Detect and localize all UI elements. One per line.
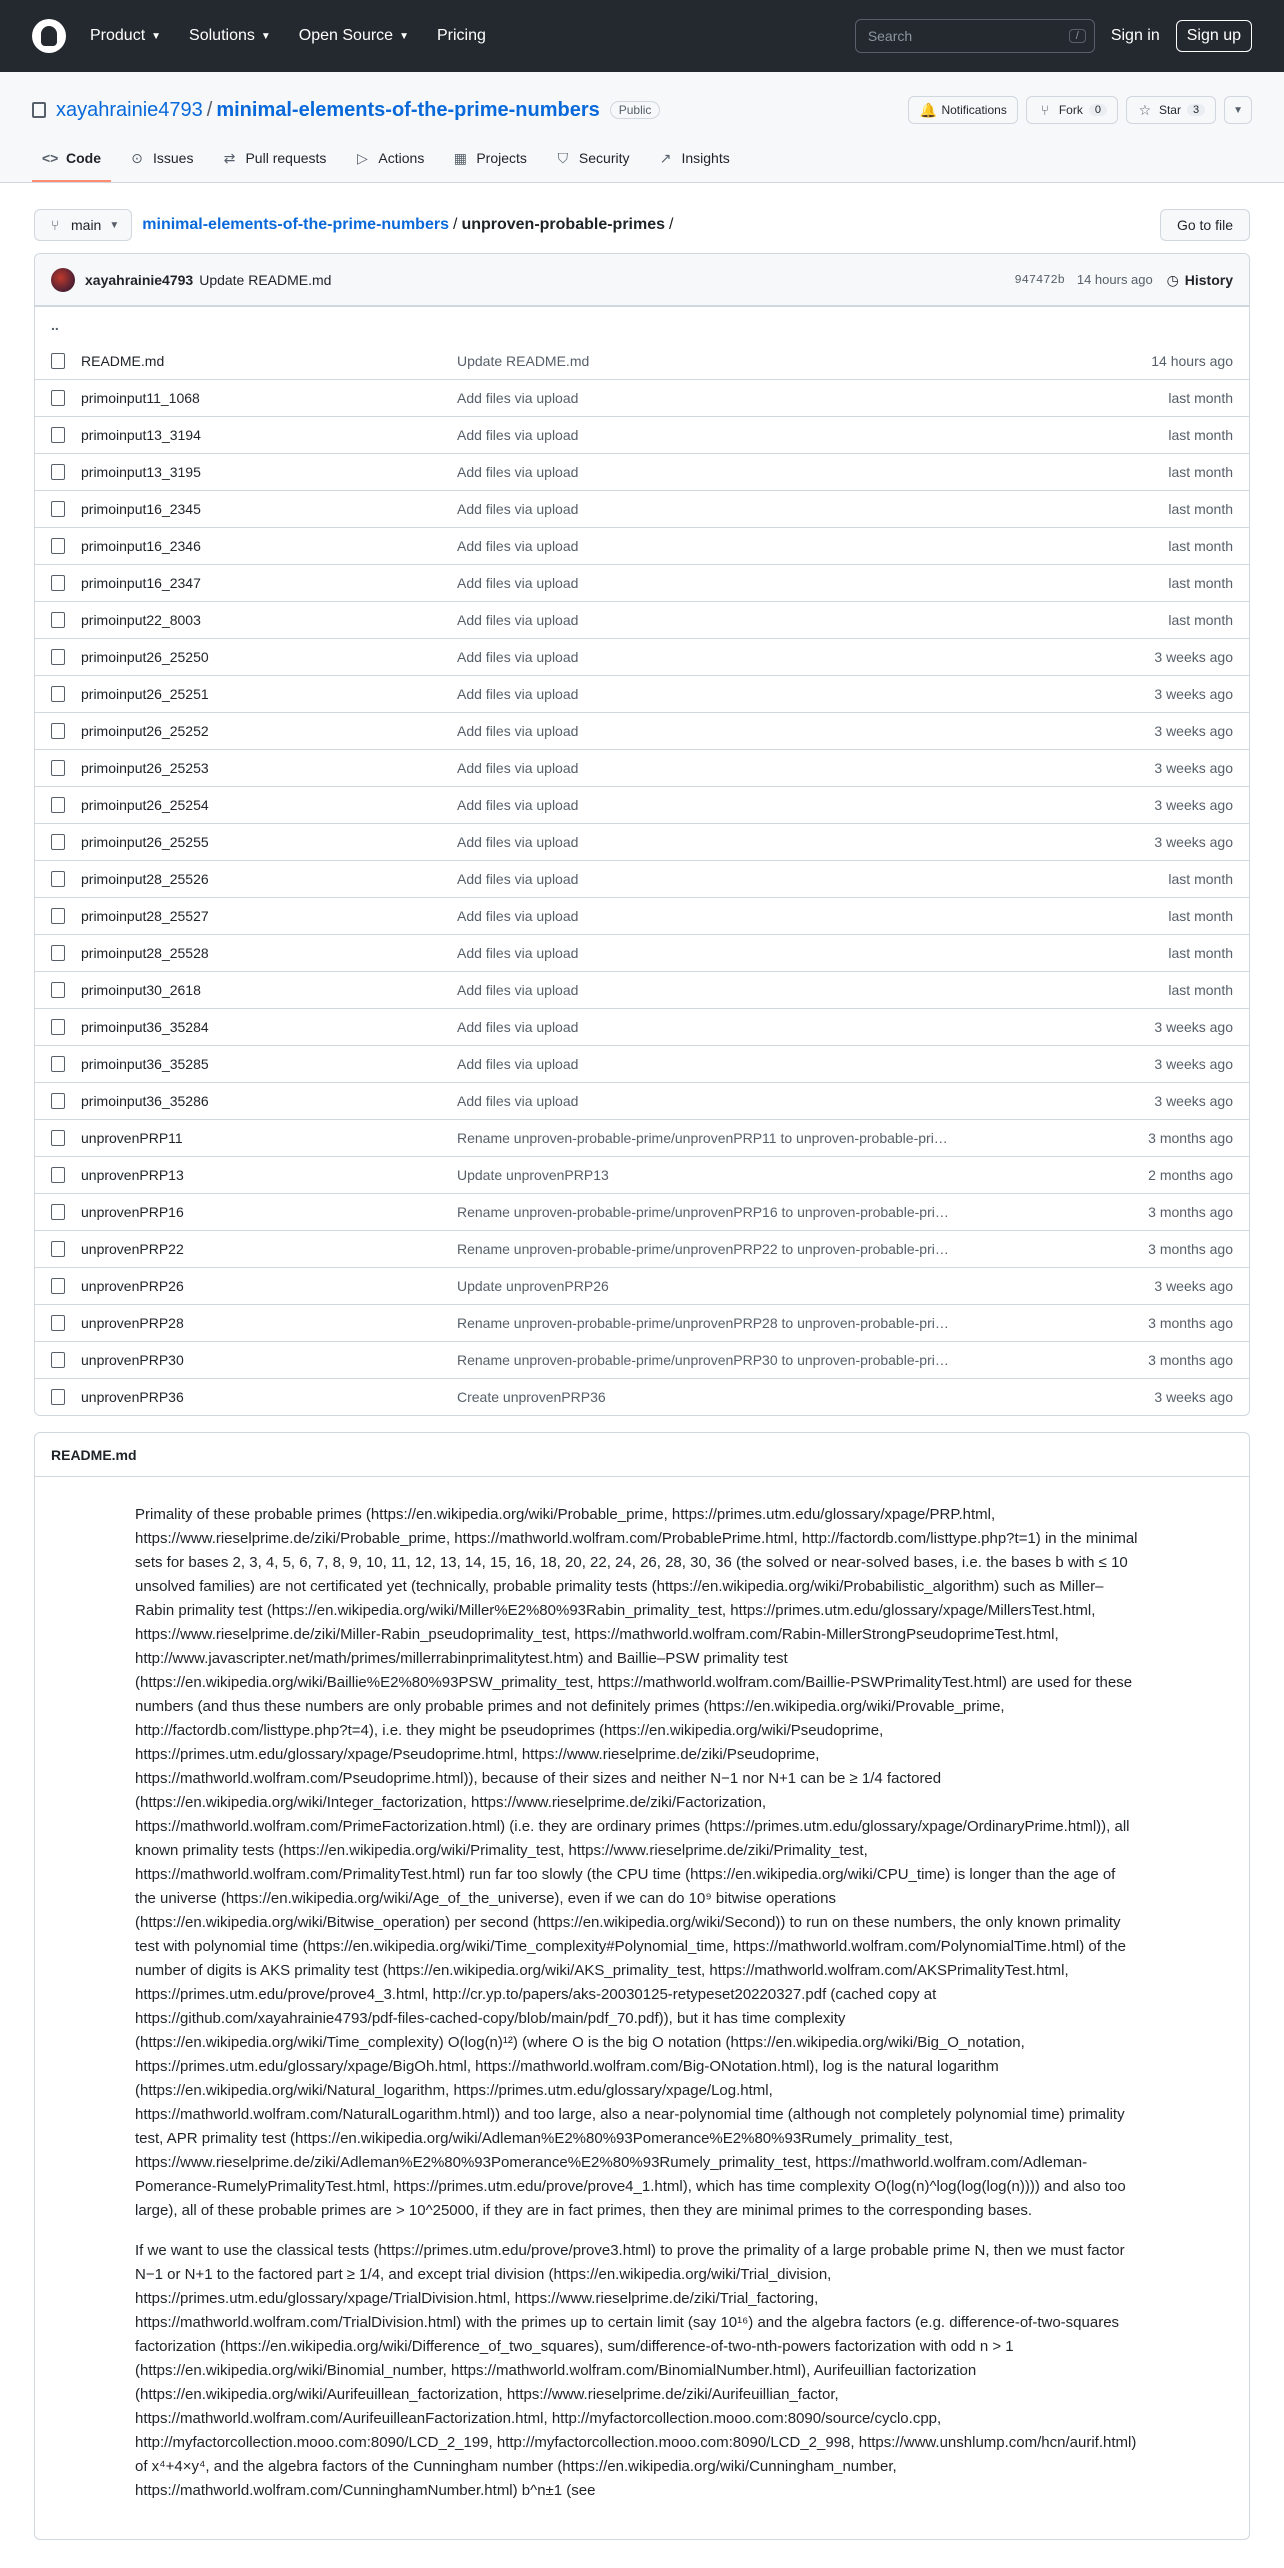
table-row[interactable] xyxy=(35,1230,1249,1267)
file-commit-time: 3 months ago xyxy=(1148,1315,1233,1331)
parent-directory-row[interactable] xyxy=(35,306,1249,342)
file-commit-message-link[interactable]: Create unprovenPRP36 xyxy=(457,1389,606,1405)
file-name-link[interactable]: unprovenPRP13 xyxy=(81,1167,184,1183)
file-name-link[interactable]: primoinput13_3194 xyxy=(81,427,201,443)
pull-request-icon: ⇄ xyxy=(223,150,236,166)
table-row[interactable] xyxy=(35,416,1249,453)
tab-insights[interactable] xyxy=(647,150,739,182)
commit-meta xyxy=(1014,272,1233,288)
breadcrumb-separator: / xyxy=(452,216,458,233)
table-row[interactable] xyxy=(35,1304,1249,1341)
file-icon xyxy=(51,538,65,554)
file-name-link[interactable]: primoinput28_25528 xyxy=(81,945,209,961)
visibility-badge: Public xyxy=(610,101,661,119)
file-commit-message-link[interactable]: Add files via upload xyxy=(457,686,579,702)
file-icon xyxy=(51,908,65,924)
shield-icon: ⛉ xyxy=(557,150,569,166)
file-commit-message-link[interactable]: Add files via upload xyxy=(457,575,579,591)
commit-sha-link[interactable]: 947472b xyxy=(1014,272,1065,287)
file-name-link[interactable]: primoinput30_2618 xyxy=(81,982,201,998)
chevron-down-icon: ▼ xyxy=(109,219,120,231)
table-row[interactable] xyxy=(35,786,1249,823)
global-header xyxy=(0,0,1284,72)
file-icon xyxy=(51,760,65,776)
nav-pricing[interactable] xyxy=(437,27,486,45)
file-commit-time: last month xyxy=(1168,538,1233,554)
file-icon xyxy=(51,871,65,887)
latest-commit-bar xyxy=(35,254,1249,306)
star-dropdown-button[interactable] xyxy=(1224,96,1252,124)
file-commit-message-link[interactable]: Rename unproven-probable-prime/unprovenPRP22 to unproven-probable-pri… xyxy=(457,1241,949,1257)
history-icon: ◷ xyxy=(1166,271,1179,288)
search-placeholder: Search xyxy=(867,28,913,44)
file-name-link[interactable]: primoinput36_35286 xyxy=(81,1093,209,1109)
readme-paragraph-2-text: If we want to use the classical tests (https://primes.utm.edu/prove/prove3.html) to prove the primality of a large probable prime N, then we must factor N−1 or N+1 to the factored part ≥ 1/4, and except trial division (https://en.wikipedia.org/wiki/Trial_division, https://primes.utm.edu/glossary/xpage/TrialDivision.html, https://www.rieselprime.de/ziki/Trial_factoring, https://mathworld.wolfram.com/TrialDivision.html) with the primes up to certain limit (say 10¹⁶) and the algebra factors (e.g. difference-of-two-squares factorization (https://en.wikipedia.org/wiki/Difference_of_two_squares), sum/difference-of-two-nth-powers factorization with odd n > 1 (https://en.wikipedia.org/wiki/Binomial_number, https://mathworld.wolfram.com/BinomialNumber.html), Aurifeuillian factorization (https://en.wikipedia.org/wiki/Aurifeuillean_factorization, https://www.rieselprime.de/ziki/Aurifeuillian_factor, https://mathworld.wolfram.com/AurifeuilleanFactorization.html, http://myfactorcollection.mooo.com:8090/source/cyclo.cpp, http://myfactorcollection.mooo.com:8090/LCD_2_199, http://myfactorcollection.mooo.com:8090/LCD_2_998, https://www.unshlump.com/hcn/aurif.html) of x⁴+4×y⁴, and the algebra factors of the Cunningham number (https://en.wikipedia.org/wiki/Cunningham_number, https://mathworld.wolfram.com/CunninghamNumber.html) b^n±1 (see xyxy=(135,2242,1137,2499)
global-nav xyxy=(90,27,486,45)
tab-code-label: Code xyxy=(66,150,101,166)
star-icon: ☆ xyxy=(1138,102,1152,118)
file-name-link[interactable]: primoinput22_8003 xyxy=(81,612,201,628)
breadcrumb-trailing-separator: / xyxy=(669,216,674,233)
tab-security-label: Security xyxy=(578,150,630,166)
file-commit-message-link[interactable]: Add files via upload xyxy=(457,834,579,850)
table-row[interactable] xyxy=(35,564,1249,601)
file-name-link[interactable]: primoinput28_25526 xyxy=(81,871,209,887)
file-commit-time: 14 hours ago xyxy=(1151,352,1233,369)
file-name-link[interactable]: unprovenPRP36 xyxy=(81,1389,184,1405)
tab-actions-label: Actions xyxy=(378,150,425,166)
file-name-link[interactable]: primoinput36_35284 xyxy=(81,1019,209,1035)
nav-solutions-label: Solutions xyxy=(189,27,255,44)
file-icon xyxy=(51,1352,65,1368)
file-icon xyxy=(51,1167,65,1183)
file-commit-time: 3 months ago xyxy=(1148,1130,1233,1146)
file-commit-time: last month xyxy=(1168,945,1233,961)
file-name-link[interactable]: primoinput16_2346 xyxy=(81,538,201,554)
file-commit-message-link[interactable]: Add files via upload xyxy=(457,1019,579,1035)
file-name-link[interactable]: unprovenPRP11 xyxy=(81,1130,183,1146)
history-label: History xyxy=(1184,271,1233,288)
table-row[interactable] xyxy=(35,379,1249,416)
file-name-link[interactable]: unprovenPRP16 xyxy=(81,1204,184,1220)
file-commit-time: 3 weeks ago xyxy=(1154,649,1233,665)
file-commit-message-link[interactable]: Rename unproven-probable-prime/unprovenPRP28 to unproven-probable-pri… xyxy=(457,1315,949,1331)
main-content xyxy=(0,183,1284,2564)
code-icon: <> xyxy=(42,150,59,166)
avatar[interactable] xyxy=(51,268,75,292)
file-commit-time: last month xyxy=(1168,612,1233,628)
fork-count: 0 xyxy=(1089,104,1107,116)
commit-time: 14 hours ago xyxy=(1076,272,1153,287)
file-icon xyxy=(51,1315,65,1331)
file-icon xyxy=(51,390,65,406)
fork-label: Fork xyxy=(1058,103,1083,117)
readme-panel xyxy=(34,1432,1250,2540)
file-commit-message-link[interactable]: Add files via upload xyxy=(457,982,579,998)
table-row[interactable] xyxy=(35,1193,1249,1230)
repo-owner-link[interactable]: xayahrainie4793 xyxy=(56,98,203,121)
table-row[interactable] xyxy=(35,1156,1249,1193)
tab-projects[interactable] xyxy=(442,150,537,182)
file-name-link[interactable]: unprovenPRP30 xyxy=(81,1352,184,1368)
file-name-link[interactable]: primoinput13_3195 xyxy=(81,464,201,480)
tab-code[interactable] xyxy=(32,150,111,182)
tab-pull-requests-label: Pull requests xyxy=(245,150,327,166)
file-icon xyxy=(51,1019,65,1035)
file-commit-time: 3 weeks ago xyxy=(1154,797,1233,813)
file-icon xyxy=(51,649,65,665)
branch-select-button[interactable] xyxy=(34,209,132,241)
file-name-link[interactable]: primoinput26_25254 xyxy=(81,797,209,813)
table-row[interactable] xyxy=(35,1341,1249,1378)
file-icon xyxy=(51,501,65,517)
github-logo-icon[interactable] xyxy=(32,19,66,53)
file-commit-message-link[interactable]: Add files via upload xyxy=(457,1056,579,1072)
file-name-link[interactable]: primoinput16_2347 xyxy=(81,575,201,591)
file-commit-time: 3 weeks ago xyxy=(1154,1389,1233,1405)
repo-title-row xyxy=(32,90,1252,130)
file-commit-message-link[interactable]: Add files via upload xyxy=(457,908,579,924)
table-row[interactable] xyxy=(35,1008,1249,1045)
file-name-link[interactable]: unprovenPRP22 xyxy=(81,1241,184,1257)
table-icon: ▦ xyxy=(453,150,467,166)
bell-icon: 🔔 xyxy=(919,102,937,118)
parent-directory-link[interactable]: .. xyxy=(51,316,59,333)
tab-actions[interactable] xyxy=(344,150,434,182)
file-name-link[interactable]: README.md xyxy=(81,352,165,369)
file-commit-time: 3 weeks ago xyxy=(1154,686,1233,702)
table-row[interactable] xyxy=(35,453,1249,490)
sign-in-link[interactable]: Sign in xyxy=(1110,27,1160,44)
chevron-down-icon: ▼ xyxy=(260,30,271,42)
file-commit-time: 3 months ago xyxy=(1148,1241,1233,1257)
table-row[interactable] xyxy=(35,527,1249,564)
file-icon xyxy=(51,464,65,480)
file-icon xyxy=(51,575,65,591)
file-commit-message-link[interactable]: Update README.md xyxy=(457,352,590,369)
readme-body xyxy=(35,1477,1249,2539)
file-name-link[interactable]: primoinput16_2345 xyxy=(81,501,201,517)
table-row[interactable] xyxy=(35,712,1249,749)
file-commit-time: 2 months ago xyxy=(1148,1167,1233,1183)
breadcrumb xyxy=(34,207,1250,243)
file-commit-message-link[interactable]: Add files via upload xyxy=(457,797,579,813)
graph-icon: ↗ xyxy=(659,150,672,166)
file-commit-message-link[interactable]: Rename unproven-probable-prime/unprovenPRP30 to unproven-probable-pri… xyxy=(457,1352,949,1368)
file-icon xyxy=(51,945,65,961)
search-input[interactable] xyxy=(855,19,1095,53)
nav-open-source-label: Open Source xyxy=(298,27,394,44)
chevron-down-icon: ▼ xyxy=(1233,104,1243,116)
nav-product[interactable] xyxy=(90,27,161,45)
file-list xyxy=(35,342,1249,1415)
table-row[interactable] xyxy=(35,490,1249,527)
tab-security[interactable] xyxy=(545,150,640,182)
file-commit-message-link[interactable]: Add files via upload xyxy=(457,871,579,887)
search-shortcut-key: / xyxy=(1069,29,1086,43)
file-icon xyxy=(51,1241,65,1257)
file-commit-time: 3 weeks ago xyxy=(1154,1093,1233,1109)
branch-name: main xyxy=(71,217,102,233)
file-commit-time: 3 weeks ago xyxy=(1154,1056,1233,1072)
file-icon xyxy=(51,612,65,628)
file-commit-message-link[interactable]: Add files via upload xyxy=(457,538,579,554)
branch-icon: ⑂ xyxy=(50,217,60,233)
file-icon xyxy=(51,686,65,702)
file-commit-message-link[interactable]: Add files via upload xyxy=(457,612,579,628)
table-row[interactable] xyxy=(35,1378,1249,1415)
file-commit-time: last month xyxy=(1168,390,1233,406)
file-commit-time: last month xyxy=(1168,575,1233,591)
file-commit-message-link[interactable]: Add files via upload xyxy=(457,427,579,443)
nav-pricing-label: Pricing xyxy=(436,27,486,44)
breadcrumb-current-folder: unproven-probable-primes xyxy=(461,216,666,233)
tab-insights-label: Insights xyxy=(681,150,730,166)
file-icon xyxy=(51,353,65,369)
file-icon xyxy=(51,834,65,850)
table-row[interactable] xyxy=(35,860,1249,897)
sign-up-button[interactable]: Sign up xyxy=(1176,20,1252,52)
tab-pull-requests[interactable] xyxy=(211,150,336,182)
file-icon xyxy=(51,1389,65,1405)
tab-issues-label: Issues xyxy=(153,150,194,166)
file-commit-message-link[interactable]: Update unprovenPRP26 xyxy=(457,1278,609,1294)
file-commit-time: last month xyxy=(1168,871,1233,887)
file-commit-message-link[interactable]: Rename unproven-probable-prime/unprovenPRP16 to unproven-probable-pri… xyxy=(457,1204,949,1220)
repo-actions xyxy=(908,96,1252,124)
file-commit-time: 3 weeks ago xyxy=(1154,760,1233,776)
table-row[interactable] xyxy=(35,897,1249,934)
nav-solutions[interactable] xyxy=(189,27,271,45)
commit-author-link[interactable]: xayahrainie4793 xyxy=(85,271,194,288)
file-name-link[interactable]: primoinput11_1068 xyxy=(81,390,200,406)
header-actions xyxy=(855,19,1252,53)
table-row[interactable] xyxy=(35,934,1249,971)
file-name-link[interactable]: primoinput26_25255 xyxy=(81,834,209,850)
file-commit-time: last month xyxy=(1168,464,1233,480)
table-row[interactable] xyxy=(35,971,1249,1008)
breadcrumb-repo-link[interactable]: minimal-elements-of-the-prime-numbers xyxy=(142,216,449,233)
commit-message-link[interactable]: Update README.md xyxy=(199,271,332,288)
table-row[interactable] xyxy=(35,749,1249,786)
file-commit-time: 3 weeks ago xyxy=(1154,723,1233,739)
repo-name-link[interactable]: minimal-elements-of-the-prime-numbers xyxy=(216,98,600,121)
file-commit-time: last month xyxy=(1168,501,1233,517)
fork-icon: ⑂ xyxy=(1040,102,1050,118)
star-count: 3 xyxy=(1187,104,1205,116)
table-row[interactable] xyxy=(35,601,1249,638)
repo-separator: / xyxy=(206,98,213,121)
file-name-link[interactable]: primoinput26_25250 xyxy=(81,649,209,665)
file-commit-time: 3 months ago xyxy=(1148,1352,1233,1368)
file-commit-message-link[interactable]: Add files via upload xyxy=(457,390,579,406)
file-icon xyxy=(51,797,65,813)
history-link[interactable] xyxy=(1165,272,1233,288)
repo-icon xyxy=(32,102,46,118)
file-name-link[interactable]: primoinput26_25253 xyxy=(81,760,209,776)
file-commit-message-link[interactable]: Add files via upload xyxy=(457,464,579,480)
file-commit-time: last month xyxy=(1168,982,1233,998)
file-name-link[interactable]: primoinput36_35285 xyxy=(81,1056,209,1072)
file-name-link[interactable]: primoinput26_25251 xyxy=(81,686,209,702)
file-icon xyxy=(51,1093,65,1109)
file-icon xyxy=(51,1056,65,1072)
file-icon xyxy=(51,1278,65,1294)
file-commit-time: 3 weeks ago xyxy=(1154,1278,1233,1294)
tab-projects-label: Projects xyxy=(476,150,527,166)
file-name-link[interactable]: primoinput28_25527 xyxy=(81,908,209,924)
file-name-link[interactable]: primoinput26_25252 xyxy=(81,723,209,739)
star-button[interactable] xyxy=(1126,96,1216,124)
nav-open-source[interactable] xyxy=(299,27,409,45)
file-commit-time: 3 weeks ago xyxy=(1154,1019,1233,1035)
file-commit-message-link[interactable]: Add files via upload xyxy=(457,760,579,776)
readme-paragraph-1-text: Primality of these probable primes (https://en.wikipedia.org/wiki/Probable_prime, https://primes.utm.edu/glossary/xpage/PRP.html, https://www.rieselprime.de/ziki/Probable_prime, https://mathworld.wolfram.com/ProbablePrime.html, http://factordb.com/listtype.php?t=1) in the minimal sets for bases 2, 3, 4, 5, 6, 7, 8, 9, 10, 11, 12, 13, 14, 15, 16, 18, 20, 22, 24, 26, 28, 30, 36 (the solved or near-solved bases, i.e. the bases b with ≤ 10 unsolved families) are not certificated yet (technically, probable primality tests (https://en.wikipedia.org/wiki/Probabilistic_algorithm) such as Miller–Rabin primality test (https://en.wikipedia.org/wiki/Miller%E2%80%93Rabin_primality_test, https://primes.utm.edu/glossary/xpage/MillersTest.html, https://www.rieselprime.de/ziki/Miller-Rabin_pseudoprimality_test, https://mathworld.wolfram.com/Rabin-MillerStrongPseudoprimeTest.html, http://www.javascripter.net/math/primes/millerrabinprimalitytest.htm) and Baillie–PSW primality test (https://en.wikipedia.org/wiki/Baillie%E2%80%93PSW_primality_test, https://mathworld.wolfram.com/Baillie-PSWPrimalityTest.html) are used for these numbers (and thus these numbers are only probable primes and not definitely primes (https://en.wikipedia.org/wiki/Provable_prime, http://factordb.com/listtype.php?t=4), i.e. they might be pseudoprimes (https://en.wikipedia.org/wiki/Pseudoprime, https://primes.utm.edu/glossary/xpage/Pseudoprime.html, https://www.rieselprime.de/ziki/Pseudoprime, https://mathworld.wolfram.com/Pseudoprime.html)), because of their sizes and neither N−1 nor N+1 can be ≥ 1/4 factored (https://en.wikipedia.org/wiki/Integer_factorization, https://www.rieselprime.de/ziki/Factorization, https://mathworld.wolfram.com/PrimeFactorization.html) (i.e. they are ordinary primes (https://primes.utm.edu/glossary/xpage/OrdinaryPrime.html)), all known primality tests (https://en.wikipedia.org/wiki/Primality_test, https://www.rieselprime.de/ziki/Primality_test, https://mathworld.wolfram.com/PrimalityTest.html) run far too slowly (the CPU time (https://en.wikipedia.org/wiki/CPU_time) is longer than the age of the universe (https://en.wikipedia.org/wiki/Age_of_the_universe), even if we can do 10⁹ bitwise operations (https://en.wikipedia.org/wiki/Bitwise_operation) per second (https://en.wikipedia.org/wiki/Second)) to run on these numbers, the only known primality test with polynomial time (https://en.wikipedia.org/wiki/Time_complexity#Polynomial_time, https://mathworld.wolfram.com/PolynomialTime.html) of the number of digits is AKS primality test (https://en.wikipedia.org/wiki/AKS_primality_test, https://mathworld.wolfram.com/AKSPrimalityTest.html, https://primes.utm.edu/prove/prove4_3.html, http://cr.yp.to/papers/aks-20030125-retypeset20220327.pdf (cached copy at https://github.com/xayahrainie4793/pdf-files-cached-copy/blob/main/pdf_70.pdf)), but it has time complexity (https://en.wikipedia.org/wiki/Time_complexity) O(log(n)¹²) (where O is the big O notation (https://en.wikipedia.org/wiki/Big_O_notation, https://primes.utm.edu/glossary/xpage/BigOh.html, https://mathworld.wolfram.com/Big-ONotation.html), log is the natural logarithm (https://en.wikipedia.org/wiki/Natural_logarithm, https://primes.utm.edu/glossary/xpage/Log.html, https://mathworld.wolfram.com/NaturalLogarithm.html)) and too large, also a near-polynomial time (although not completely polynomial time) primality test, APR primality test (https://en.wikipedia.org/wiki/Adleman%E2%80%93Pomerance%E2%80%93Rumely_primality_test, https://www.rieselprime.de/ziki/Adleman%E2%80%93Pomerance%E2%80%93Rumely_primality_test, https://mathworld.wolfram.com/Adleman-Pomerance-RumelyPrimalityTest.html, https://primes.utm.edu/prove/prove4_1.html), which has time complexity O(log(n)^log(log(log(n)))) and also too large), all of these probable primes are > 10^25000, if they are in fact primes, then they are minimal primes to the corresponding bases. xyxy=(135,1506,1138,2219)
file-icon xyxy=(51,1130,65,1146)
file-commit-time: last month xyxy=(1168,427,1233,443)
file-commit-time: last month xyxy=(1168,908,1233,924)
file-commit-time: 3 weeks ago xyxy=(1154,834,1233,850)
chevron-down-icon: ▼ xyxy=(399,30,409,42)
play-icon: ▷ xyxy=(357,150,368,166)
file-name-link[interactable]: unprovenPRP26 xyxy=(81,1278,184,1294)
readme-paragraph-1 xyxy=(135,1503,1139,2223)
go-to-file-button[interactable]: Go to file xyxy=(1160,209,1250,241)
file-icon xyxy=(51,427,65,443)
file-browser xyxy=(34,253,1250,1416)
file-name-link[interactable]: unprovenPRP28 xyxy=(81,1315,184,1331)
readme-paragraph-2 xyxy=(135,2239,1139,2503)
notifications-label: Notifications xyxy=(941,103,1007,117)
nav-product-label: Product xyxy=(90,27,146,44)
file-icon xyxy=(51,1204,65,1220)
table-row[interactable] xyxy=(35,1045,1249,1082)
file-commit-message-link[interactable]: Add files via upload xyxy=(457,501,579,517)
file-commit-message-link[interactable]: Add files via upload xyxy=(457,945,579,961)
table-row[interactable] xyxy=(35,1082,1249,1119)
star-label: Star xyxy=(1158,103,1181,117)
file-commit-message-link[interactable]: Rename unproven-probable-prime/unprovenPRP11 to unproven-probable-pri… xyxy=(457,1130,948,1146)
fork-button[interactable] xyxy=(1026,96,1118,124)
chevron-down-icon: ▼ xyxy=(151,30,162,42)
table-row[interactable] xyxy=(35,1267,1249,1304)
repo-tabs xyxy=(32,130,1252,182)
table-row[interactable] xyxy=(35,1119,1249,1156)
file-commit-message-link[interactable]: Add files via upload xyxy=(457,1093,579,1109)
table-row[interactable] xyxy=(35,638,1249,675)
table-row[interactable] xyxy=(35,342,1249,379)
file-icon xyxy=(51,982,65,998)
table-row[interactable] xyxy=(35,823,1249,860)
tab-issues[interactable] xyxy=(119,150,203,182)
readme-header: README.md xyxy=(35,1433,1249,1477)
issue-icon: ⊙ xyxy=(131,150,143,166)
file-commit-message-link[interactable]: Add files via upload xyxy=(457,649,579,665)
repo-header xyxy=(0,72,1284,183)
file-commit-message-link[interactable]: Update unprovenPRP13 xyxy=(457,1167,609,1183)
file-commit-time: 3 months ago xyxy=(1148,1204,1233,1220)
file-icon xyxy=(51,723,65,739)
table-row[interactable] xyxy=(35,675,1249,712)
file-commit-message-link[interactable]: Add files via upload xyxy=(457,723,579,739)
notifications-button[interactable] xyxy=(908,96,1017,124)
